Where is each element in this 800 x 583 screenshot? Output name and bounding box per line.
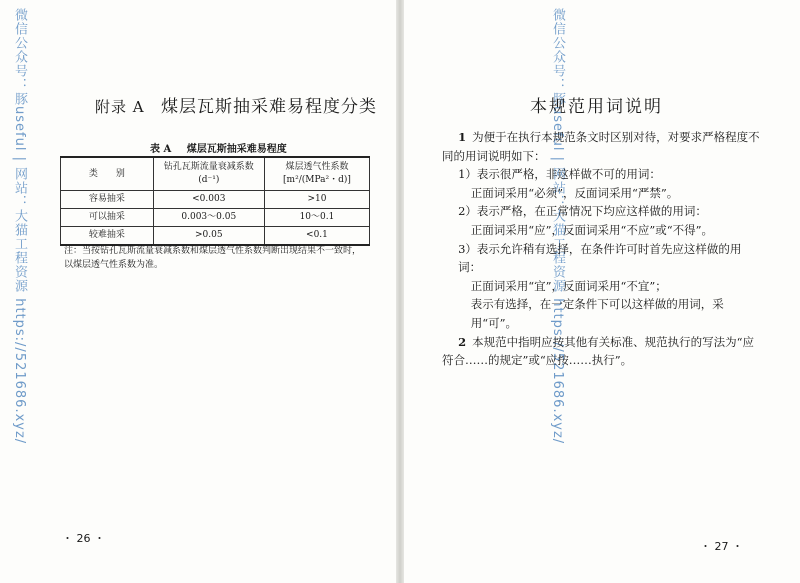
table-row [61,191,370,209]
cell-category: 较难抽采 [61,227,154,246]
page-title: 本规范用词说明 [530,97,663,117]
header-permeability: 煤层透气性系数 [m²/(MPa²・d)] [264,157,369,191]
appendix-title: 煤层瓦斯抽采难易程度分类 [161,97,378,117]
page-number-left: ・ 26 ・ [62,532,105,545]
book-gutter [396,0,404,583]
page-number-right: ・ 27 ・ [700,540,743,553]
table-title: 煤层瓦斯抽采难易程度 [186,144,287,155]
table-note: 注：当按钻孔瓦斯流量衰减系数和煤层透气性系数判断出现结果不一致时，以煤层透气性系数为准。 [64,246,362,270]
cell-permeability: >10 [264,191,369,209]
list-item: 1）表示很严格，非这样做不可的用词： [458,167,661,182]
paragraph-1: 1 为便于在执行本规范条文时区别对待，对要求严格程度不同的用词说明如下： [442,130,760,163]
cell-decay: >0.05 [153,227,264,246]
cell-category: 可以抽采 [61,209,154,227]
list-item: 2）表示严格，在正常情况下均应这样做的用词： [458,204,707,219]
cell-decay: <0.003 [153,191,264,209]
left-page [0,0,398,583]
appendix-code: 附录 A [95,98,145,116]
table-row [61,209,370,227]
list-item-detail: 正面词采用“应”，反面词采用“不应”或“不得”。 [470,222,714,237]
list-item-detail: 正面词采用“宜”，反面词采用“不宜”； [470,278,667,293]
list-item-detail: 正面词采用“必须”，反面词采用“严禁”。 [470,185,679,200]
header-category: 类 别 [61,157,154,191]
usage-explanation [442,128,762,370]
list-item-detail: 表示有选择，在一定条件下可以这样做的用词，采用“可”。 [470,297,724,330]
table-row [61,227,370,246]
cell-decay: 0.003～0.05 [153,209,264,227]
paragraph-number: 2 [458,334,467,349]
paragraph-2: 2 本规范中指明应按其他有关标准、规范执行的写法为“应符合……的规定”或“应按……执行”。 [442,334,754,368]
table-caption [150,140,299,155]
header-decay-coefficient: 钻孔瓦斯流量衰减系数 (d⁻¹) [153,157,264,191]
classification-table [60,156,370,246]
cell-permeability: <0.1 [264,227,369,246]
watermark-left: 微信公众号：豚useful | 网站：大猫工程资源 https://521686.xyz/ [12,8,27,445]
cell-category: 容易抽采 [61,191,154,209]
list-item: 3）表示允许稍有选择，在条件许可时首先应这样做的用词： [458,241,742,275]
cell-permeability: 10～0.1 [264,209,369,227]
paragraph-number: 1 [458,130,467,144]
watermark-right: 微信公众号：豚useful | 网站：大猫工程资源 https://521686.xyz/ [550,8,565,445]
appendix-heading [95,92,377,117]
table-label: 表 A [150,144,172,155]
